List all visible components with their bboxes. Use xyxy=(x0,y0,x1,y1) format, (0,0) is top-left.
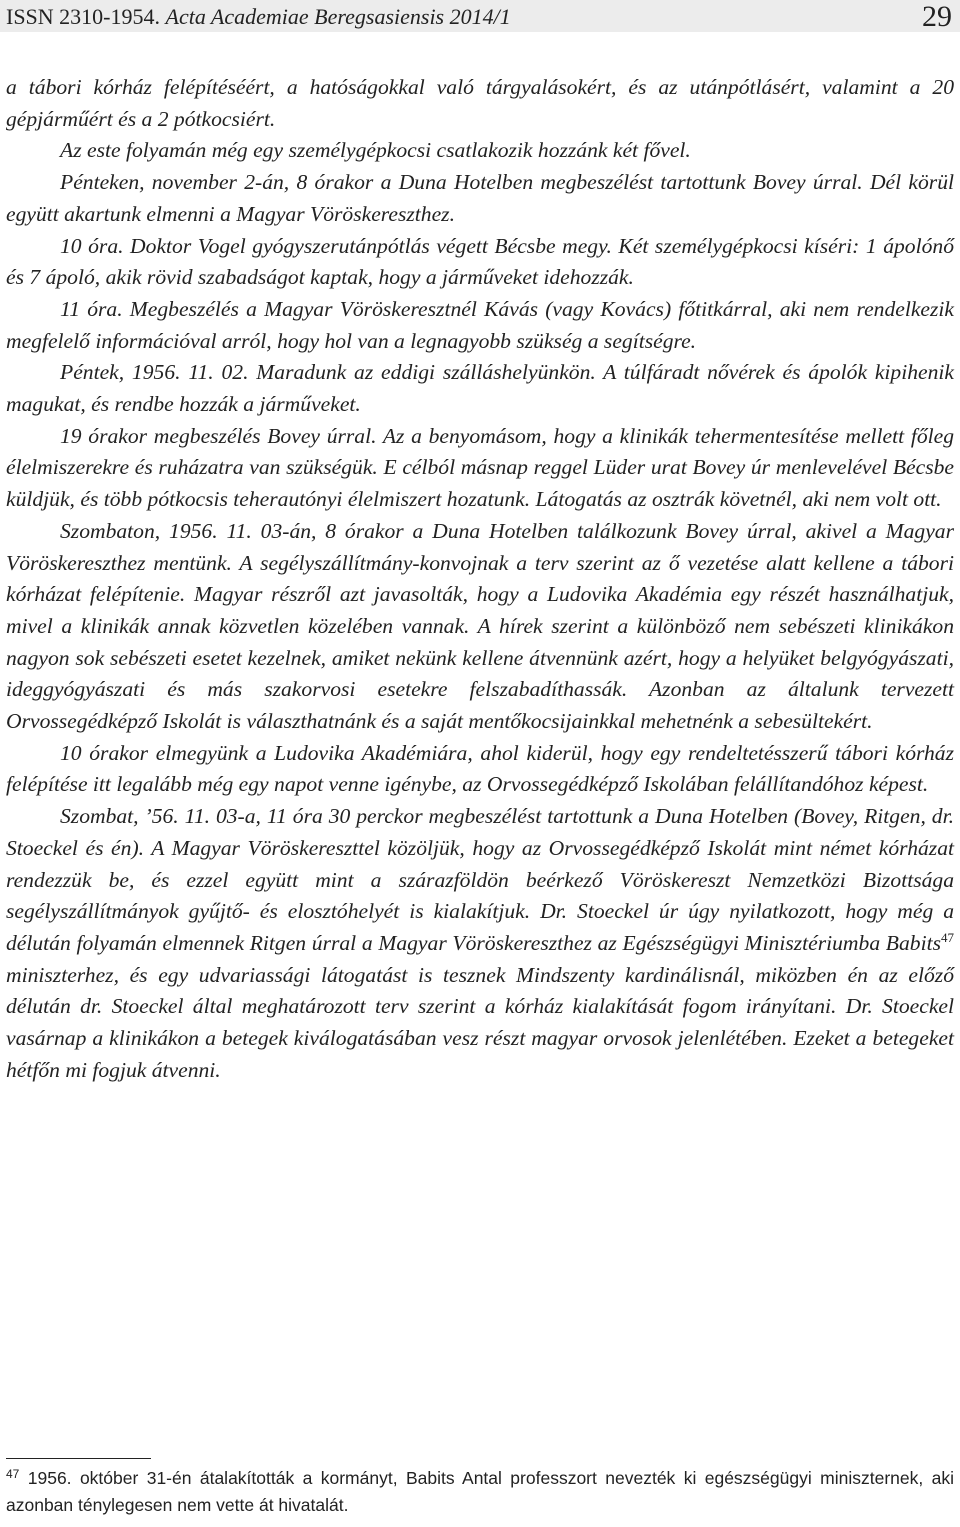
footnote-text: 1956. október 31-én átalakították a kormányt, Babits Antal professzort nevezték ki egészségügyi miniszternek, aki azonban ténylegesen nem vette át hivatalát. xyxy=(6,1468,954,1515)
paragraph-6: Péntek, 1956. 11. 02. Maradunk az eddigi szálláshelyünkön. A túlfáradt nővérek és ápolók kipihenik magukat, és rendbe hozzák a járműveket. xyxy=(6,360,954,417)
body-text xyxy=(6,72,954,1087)
paragraph-2: Az este folyamán még egy személygépkocsi csatlakozik hozzánk két fővel. xyxy=(60,138,691,163)
header-journal: Acta Academiae Beregsasiensis 2014/1 xyxy=(165,4,511,29)
paragraph-9: 10 órakor elmegyünk a Ludovika Akadémiára, ahol kiderül, hogy egy rendeltetésszerű tábori kórház felépítése itt legalább még egy napot venne igénybe, az Orvossegédképző Iskolában felállítandóhoz képest. xyxy=(6,740,954,797)
paragraph-5: 11 óra. Megbeszélés a Magyar Vöröskeresztnél Kávás (vagy Kovács) főtitkárral, aki nem rendelkezik megfelelő információval arról, hogy hol van a legnagyobb szükség a segítségre. xyxy=(6,296,954,353)
paragraph-10 xyxy=(6,801,954,1086)
paragraph-10-start: Szombat, ’56. 11. 03-a, 11 óra 30 perckor megbeszélést tartottunk a Duna Hotelben (Bovey, Ritgen, dr. Stoeckel és én). A Magyar Vöröskereszttel közöljük, hogy az Orvossegédképző Iskolát mint német kórházat rendezzük be, és ezzel együtt mint a szárazföldön beérkező Vöröskereszt Nemzetközi Bizottsága segélyszállítmányok gyűjtő- és elosztóhelyét is kialakítjuk. Dr. Stoeckel úr úgy nyilatkozott, hogy még a délután folyamán elmennek Ritgen úrral a Magyar Vöröskereszthez az Egészségügyi Minisztériumba Babits xyxy=(6,804,954,955)
header-citation xyxy=(6,4,511,30)
header-issn: ISSN 2310-1954. xyxy=(6,4,161,29)
paragraph-3: Pénteken, november 2-án, 8 órakor a Duna Hotelben megbeszélést tartottunk Bovey úrral. Dél körül együtt akartunk elmenni a Magyar Vöröskereszthez. xyxy=(6,170,954,226)
paragraph-7: 19 órakor megbeszélés Bovey úrral. Az a benyomásom, hogy a klinikák tehermentesítése mellett főleg élelmiszerekre és ruházatra van szükségük. E célból másnap reggel Lüder urat Bovey úr menlevelével Bécsbe küldjük, és több pótkocsis teherautónyi élelmiszert hozatunk. Látogatás az osztrák követnél, aki nem volt ott. xyxy=(6,423,954,512)
page-number: 29 xyxy=(922,0,952,33)
paragraph-8: Szombaton, 1956. 11. 03-án, 8 órakor a Duna Hotelben találkozunk Bovey úrral, akivel a Magyar Vöröskereszthez mentünk. A segélyszállítmány-konvojnak a terv szerint az ő vezetése alatt kellene a tábori kórházat felépítenie. Magyar részről azt javasolták, hogy a Ludovika Akadémia egy részét használhatjuk, mivel a klinikák annak közvetlen közelében vannak. A hírek szerint a különböző nem sebészeti klinikákon nagyon sok sebészeti esetet kezelnek, amiket nekünk kellene átvennünk azért, hogy a helyüket belgyógyászati, ideggyógyászati és más szakorvosi esetekre felszabadíthassák. Azonban az általunk tervezett Orvossegédképző Iskolát is választhatnánk és a saját mentőkocsijainkkal mehetnénk a sebesültekért. xyxy=(6,518,954,734)
footnote-divider xyxy=(6,1458,151,1459)
paragraph-4: 10 óra. Doktor Vogel gyógyszerutánpótlás végett Bécsbe megy. Két személygépkocsi kíséri: 1 ápolónő és 7 ápoló, akik rövid szabadságot kaptak, hogy a járműveket idehozzák. xyxy=(6,233,954,290)
footnote-47 xyxy=(6,1465,954,1519)
paragraph-10-end: miniszterhez, és egy udvariassági látogatást is tesznek Mindszenty kardinálisnál, miközben én az előző délután dr. Stoeckel által meghatározott terv szerint a kórház kialakítását fogom irányítani. Dr. Stoeckel vasárnap a klinikákon a betegek kiválogatásában vesz részt magyar orvosok jelenlétében. Ezeket a betegeket hétfőn mi fogjuk átvenni. xyxy=(6,962,954,1082)
paragraph-1: a tábori kórház felépítéséért, a hatóságokkal való tárgyalásokért, és az utánpótlásért, valamint a 20 gépjárműért és a 2 pótkocsiért. xyxy=(6,75,954,131)
footnote-reference: 47 xyxy=(941,929,954,945)
running-header xyxy=(0,0,960,32)
footnote-number: 47 xyxy=(6,1467,20,1481)
